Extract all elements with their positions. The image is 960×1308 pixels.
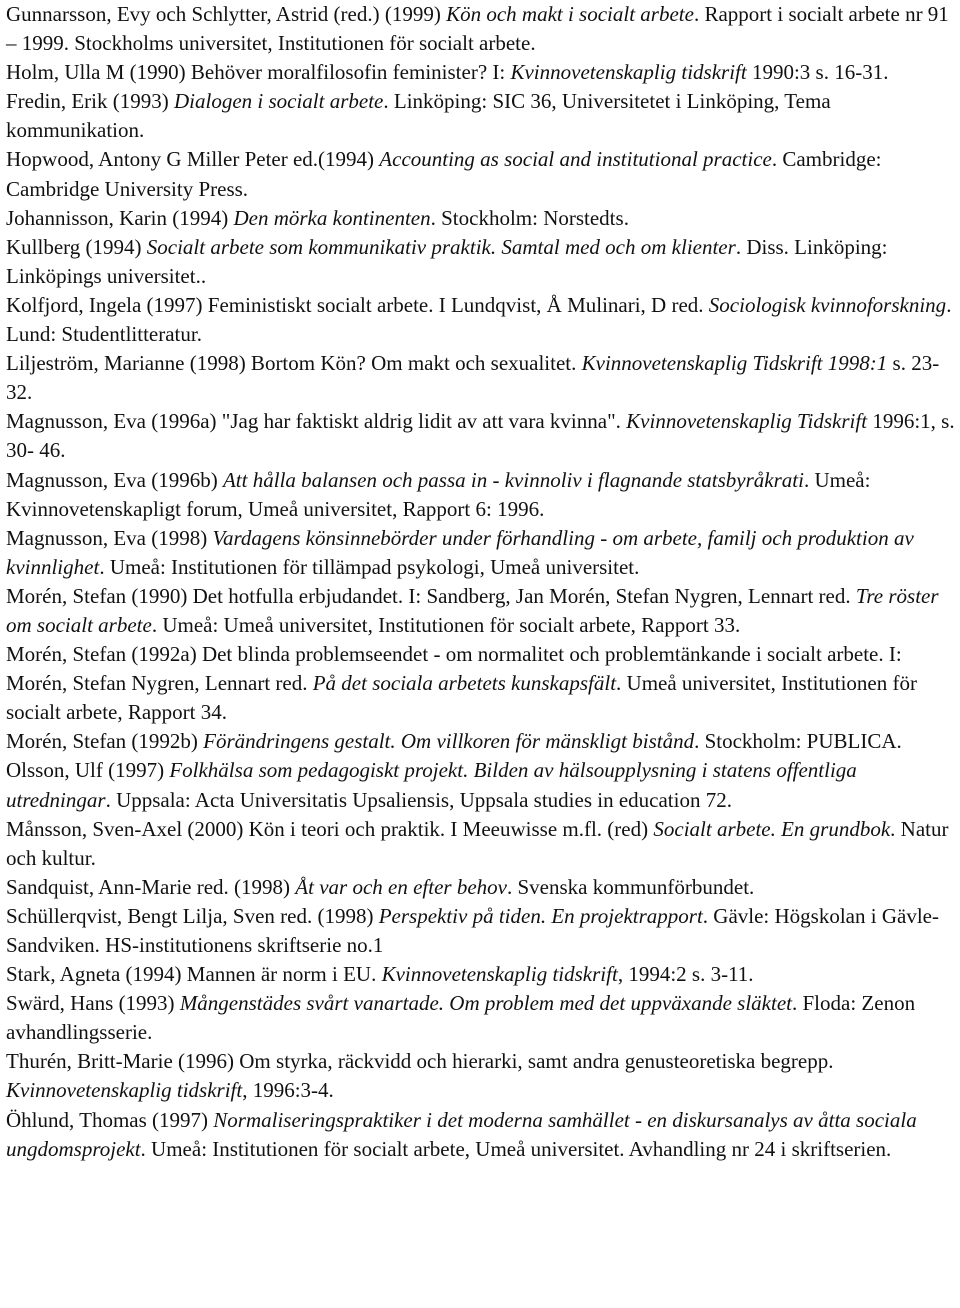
reference-text: Sandquist, Ann-Marie red. (1998) xyxy=(6,874,296,899)
reference-title-italic: Socialt arbete. En grundbok xyxy=(653,816,891,841)
reference-text: Månsson, Sven-Axel (2000) Kön i teori och praktik. I Meeuwisse m.fl. (red) xyxy=(6,816,654,841)
reference-entry xyxy=(6,815,958,873)
reference-text: Liljeström, Marianne (1998) Bortom Kön? Om makt och sexualitet. xyxy=(6,351,582,376)
reference-text: . Rapport i socialt arbete nr 91 – 1999. Stockholms universitet, Institutionen för socialt arbete. xyxy=(6,2,949,56)
reference-title-italic: Den mörka kontinenten xyxy=(233,205,431,230)
reference-list xyxy=(6,0,960,1164)
reference-text: . Floda: Zenon avhandlingsserie. xyxy=(6,991,916,1045)
reference-text: . Uppsala: Acta Universitatis Upsaliensis, Uppsala studies in education 72. xyxy=(105,787,732,812)
reference-text: 1996:1, s. 30- 46. xyxy=(6,409,955,463)
reference-text: . Umeå: Institutionen för tillämpad psykologi, Umeå universitet. xyxy=(99,554,640,579)
reference-title-italic: Kvinnovetenskaplig tidskrift xyxy=(381,962,618,987)
reference-entry xyxy=(6,756,958,814)
reference-title-italic: Tre röster om socialt arbete xyxy=(6,583,939,637)
reference-entry xyxy=(6,1047,958,1105)
reference-title-italic: Kvinnovetenskaplig tidskrift xyxy=(6,1078,243,1103)
reference-text: . Linköping: SIC 36, Universitetet i Linköping, Tema kommunikation. xyxy=(6,89,831,143)
reference-entry xyxy=(6,87,958,145)
reference-title-italic: Vardagens könsinnebörder under förhandling - om arbete, familj och produktion av kvinnlighet xyxy=(6,525,914,579)
reference-title-italic: Dialogen i socialt arbete xyxy=(173,89,384,114)
reference-text: . Stockholm: Norstedts. xyxy=(430,205,629,230)
reference-text: Holm, Ulla M (1990) Behöver moralfilosofin feminister? I: xyxy=(6,60,511,85)
reference-title-italic: Normaliseringspraktiker i det moderna samhället - en diskursanalys av åtta sociala ungdomsprojekt xyxy=(6,1107,917,1161)
reference-text: Morén, Stefan (1992a) Det blinda problemseendet - om normalitet och problemtänkande i socialt arbete. I: Morén, Stefan Nygren, Lennart red. xyxy=(6,642,902,696)
reference-text: . Diss. Linköping: Linköpings universitet.. xyxy=(6,234,888,288)
reference-entry xyxy=(6,989,958,1047)
reference-entry xyxy=(6,873,958,902)
reference-entry xyxy=(6,1106,958,1164)
reference-text: Thurén, Britt-Marie (1996) Om styrka, räckvidd och hierarki, samt andra genusteoretiska begrepp. xyxy=(6,1049,834,1074)
reference-text: Magnusson, Eva (1998) xyxy=(6,525,213,550)
reference-text: Magnusson, Eva (1996b) xyxy=(6,467,223,492)
reference-entry xyxy=(6,902,958,960)
reference-entry xyxy=(6,582,958,640)
reference-title-italic: På det sociala arbetets kunskapsfält xyxy=(312,671,617,696)
reference-text: . Gävle: Högskolan i Gävle-Sandviken. HS-institutionens skriftserie no.1 xyxy=(6,903,939,957)
reference-entry xyxy=(6,204,958,233)
reference-text: Gunnarsson, Evy och Schlytter, Astrid (red.) (1999) xyxy=(6,2,447,26)
reference-text: . Umeå: Kvinnovetenskapligt forum, Umeå universitet, Rapport 6: 1996. xyxy=(6,467,871,521)
reference-entry xyxy=(6,466,958,524)
reference-entry xyxy=(6,640,958,727)
reference-text: Morén, Stefan (1990) Det hotfulla erbjudandet. I: Sandberg, Jan Morén, Stefan Nygren, Lennart red. xyxy=(6,583,856,608)
reference-text: . Stockholm: PUBLICA. xyxy=(694,729,902,754)
reference-text: Hopwood, Antony G Miller Peter ed.(1994) xyxy=(6,147,380,172)
reference-title-italic: Folkhälsa som pedagogiskt projekt. Bilden av hälsoupplysning i statens offentliga utredningar xyxy=(6,758,857,812)
reference-entry xyxy=(6,960,958,989)
reference-text: Magnusson, Eva (1996a) "Jag har faktiskt aldrig lidit av att vara kvinna". xyxy=(6,409,627,434)
reference-title-italic: Perspektiv på tiden. En projektrapport xyxy=(378,903,703,928)
reference-title-italic: Kvinnovetenskaplig Tidskrift 1998:1 xyxy=(581,351,888,376)
reference-entry xyxy=(6,291,958,349)
reference-text: Olsson, Ulf (1997) xyxy=(6,758,170,783)
reference-entry xyxy=(6,727,958,756)
reference-title-italic: Att hålla balansen och passa in - kvinnoliv i flagnande statsbyråkrati xyxy=(222,467,804,492)
reference-text: Swärd, Hans (1993) xyxy=(6,991,180,1016)
reference-title-italic: Accounting as social and institutional practice xyxy=(379,147,772,172)
reference-text: Kullberg (1994) xyxy=(6,234,147,259)
reference-text: . Umeå: Institutionen för socialt arbete, Umeå universitet. Avhandling nr 24 i skriftserien. xyxy=(140,1136,892,1161)
reference-text: , 1994:2 s. 3-11. xyxy=(617,962,754,987)
reference-text: s. 23-32. xyxy=(6,351,940,405)
reference-text: . Lund: Studentlitteratur. xyxy=(6,292,952,347)
reference-text: Morén, Stefan (1992b) xyxy=(6,729,204,754)
reference-text: Schüllerqvist, Bengt Lilja, Sven red. (1998) xyxy=(6,903,379,928)
reference-entry xyxy=(6,349,958,407)
reference-text: Johannisson, Karin (1994) xyxy=(6,205,234,230)
reference-title-italic: Förändringens gestalt. Om villkoren för mänskligt bistånd xyxy=(203,729,695,754)
reference-text: Fredin, Erik (1993) xyxy=(6,89,174,114)
reference-title-italic: Mångenstädes svårt vanartade. Om problem med det uppväxande släktet xyxy=(179,991,792,1016)
reference-title-italic: Socialt arbete som kommunikativ praktik. Samtal med och om klienter xyxy=(146,234,736,259)
reference-title-italic: Kvinnovetenskaplig Tidskrift xyxy=(626,409,868,434)
reference-entry xyxy=(6,0,958,58)
reference-title-italic: Kvinnovetenskaplig tidskrift xyxy=(510,60,747,85)
reference-entry xyxy=(6,145,958,203)
reference-text: Kolfjord, Ingela (1997) Feministiskt socialt arbete. I Lundqvist, Å Mulinari, D red. xyxy=(6,292,709,317)
reference-entry xyxy=(6,233,958,291)
reference-entry xyxy=(6,524,958,582)
reference-text: . Natur och kultur. xyxy=(6,816,949,870)
reference-entry xyxy=(6,58,958,87)
reference-text: . Svenska kommunförbundet. xyxy=(506,874,755,899)
reference-text: 1990:3 s. 16-31. xyxy=(746,60,889,85)
reference-text: . Umeå universitet, Institutionen för socialt arbete, Rapport 34. xyxy=(6,671,917,725)
reference-entry xyxy=(6,407,958,465)
reference-text: , 1996:3-4. xyxy=(242,1078,334,1103)
reference-title-italic: Åt var och en efter behov xyxy=(295,874,507,899)
reference-title-italic: Kön och makt i socialt arbete xyxy=(446,2,694,26)
reference-text: Öhlund, Thomas (1997) xyxy=(6,1107,214,1132)
reference-text: . Cambridge: Cambridge University Press. xyxy=(6,147,882,201)
reference-title-italic: Sociologisk kvinnoforskning xyxy=(708,292,947,317)
reference-text: . Umeå: Umeå universitet, Institutionen för socialt arbete, Rapport 33. xyxy=(151,612,741,637)
reference-text: Stark, Agneta (1994) Mannen är norm i EU. xyxy=(6,962,382,987)
